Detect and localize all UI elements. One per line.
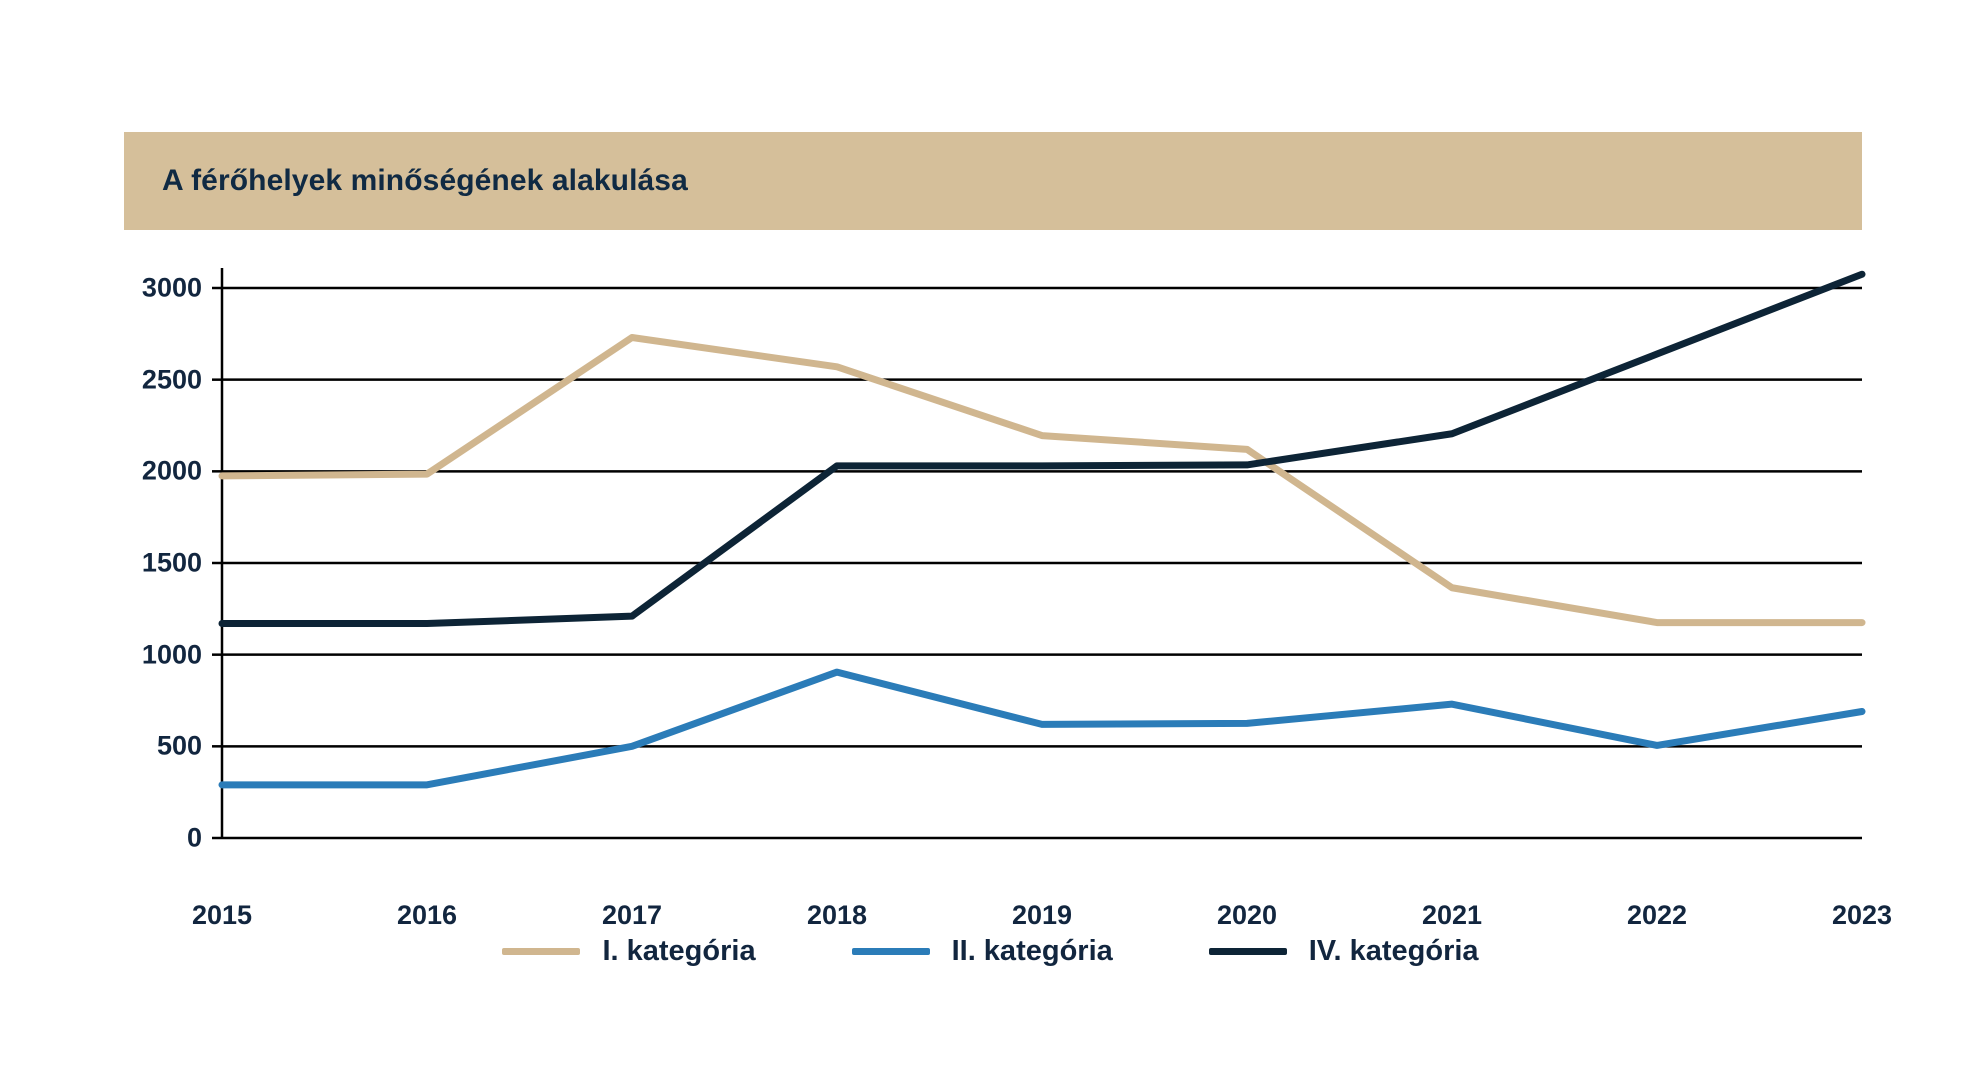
chart-container [0, 250, 1981, 930]
legend-color-swatch [1209, 948, 1287, 955]
x-axis-tick-label: 2021 [1421, 900, 1483, 930]
x-axis-tick-label: 2018 [806, 900, 868, 930]
y-axis-tick-label: 500 [156, 730, 202, 761]
series-line [222, 672, 1862, 785]
y-axis-tick-label: 2000 [141, 455, 202, 486]
legend-item[interactable] [1209, 935, 1479, 968]
x-axis-tick-label: 2017 [601, 900, 663, 930]
chart-title-bar [124, 132, 1862, 230]
legend-item[interactable] [502, 935, 755, 968]
x-axis-tick-label: 2015 [191, 900, 253, 930]
y-axis-tick-label: 1500 [141, 547, 202, 578]
legend-label: IV. kategória [1308, 935, 1479, 967]
x-axis-tick-label: 2020 [1216, 900, 1278, 930]
legend-label: I. kategória [602, 935, 756, 967]
y-axis-tick-label: 3000 [141, 272, 202, 303]
y-axis-tick-label: 0 [186, 822, 202, 853]
y-axis-tick-label: 1000 [141, 639, 202, 670]
x-axis-tick-label: 2016 [396, 900, 458, 930]
x-axis-tick-label: 2019 [1011, 900, 1073, 930]
page-title: A férőhelyek minőségének alakulása [162, 164, 688, 197]
legend-color-swatch [852, 948, 930, 955]
chart-legend [0, 935, 1981, 968]
legend-label: II. kategória [951, 935, 1113, 967]
legend-item[interactable] [852, 935, 1113, 968]
x-axis-tick-label: 2023 [1831, 900, 1893, 930]
y-axis-tick-label: 2500 [141, 364, 202, 395]
legend-color-swatch [502, 948, 580, 955]
line-chart-svg [222, 288, 1862, 838]
plot-area [191, 288, 1893, 930]
x-axis-tick-label: 2022 [1626, 900, 1688, 930]
